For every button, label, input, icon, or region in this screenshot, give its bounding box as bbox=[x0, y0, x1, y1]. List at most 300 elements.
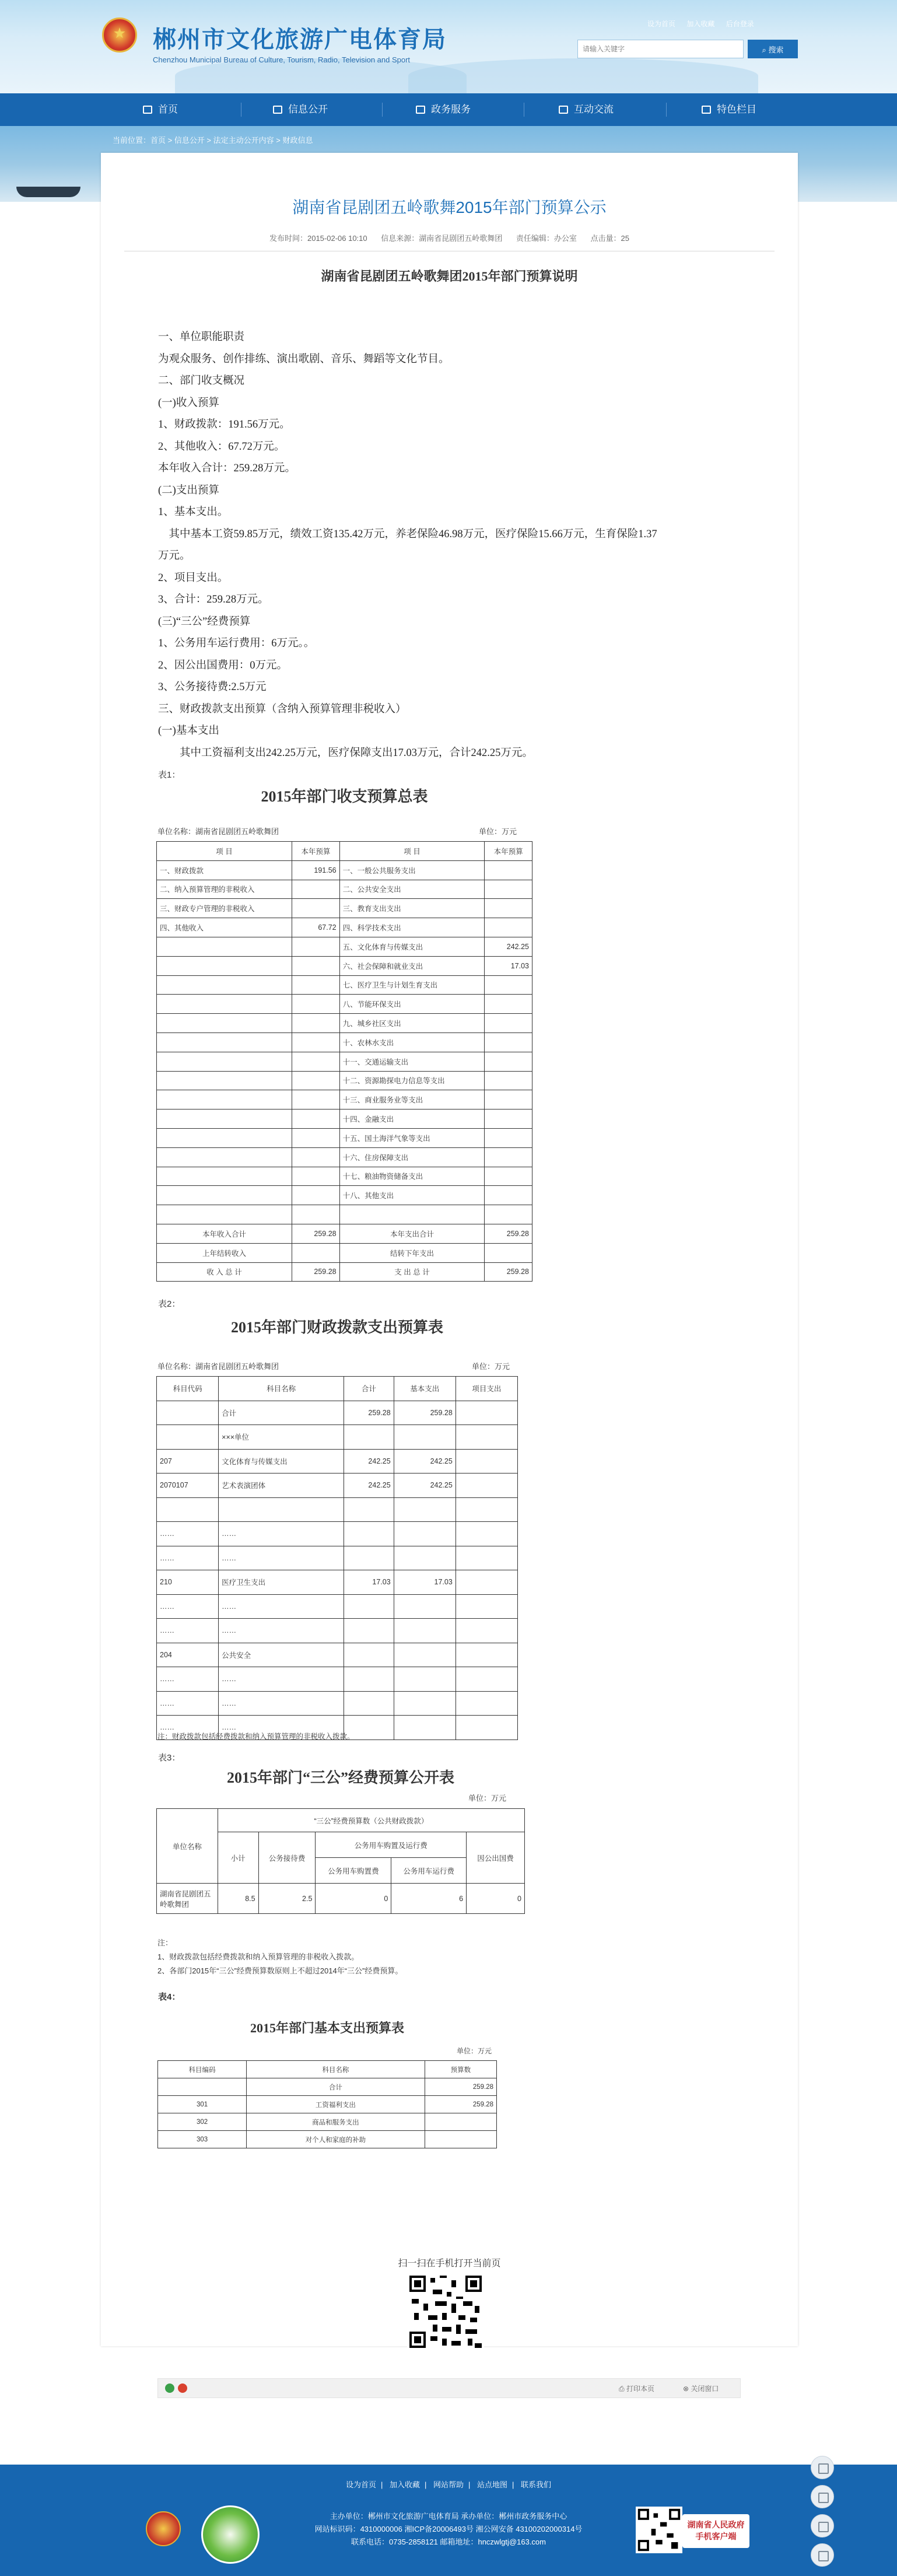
body-line: 其中基本工资59.85万元，绩效工资135.42万元，养老保险46.98万元，医疗保险15.66万元，生育保险1.37 bbox=[158, 528, 657, 540]
body-line: (一)收入预算 bbox=[158, 397, 219, 409]
admin-login-link[interactable]: 后台登录 bbox=[726, 20, 754, 28]
breadcrumb[interactable]: 当前位置：首页 > 信息公开 > 法定主动公开内容 > 财政信息 bbox=[113, 136, 313, 145]
t2-cell bbox=[394, 1425, 455, 1450]
site-title[interactable]: 郴州市文化旅游广电体育局 bbox=[153, 27, 447, 52]
t1-cell bbox=[485, 860, 532, 880]
t1-cell bbox=[157, 1128, 292, 1147]
nav-label: 政务服务 bbox=[431, 104, 471, 115]
t2-cell bbox=[455, 1401, 517, 1425]
t1-cell bbox=[485, 975, 532, 995]
nav-label: 信息公开 bbox=[288, 104, 328, 115]
t1-cell: 五、文化体育与传媒支出 bbox=[339, 937, 485, 956]
t1-row bbox=[157, 937, 532, 956]
t2-cell: 242.25 bbox=[344, 1449, 394, 1474]
t1-row bbox=[157, 1110, 532, 1129]
t1-cell bbox=[292, 995, 340, 1014]
t2-cell: …… bbox=[157, 1522, 219, 1546]
t4-cell: 302 bbox=[158, 2113, 247, 2131]
t1-cell: 四、其他收入 bbox=[157, 918, 292, 937]
t2-cell: …… bbox=[219, 1594, 344, 1619]
body-line: 二、部门收支概况 bbox=[158, 375, 245, 387]
body-line: 1、公务用车运行费用：6万元。。 bbox=[158, 638, 315, 649]
t1-cell bbox=[157, 1090, 292, 1110]
t4-cell: 259.28 bbox=[425, 2078, 496, 2096]
t1-cell: 结转下年支出 bbox=[339, 1243, 485, 1262]
t4-header-cell: 科目编码 bbox=[158, 2061, 247, 2078]
gov-badge-bottom: 手机客户端 bbox=[695, 2532, 737, 2541]
t2-cell bbox=[455, 1667, 517, 1692]
t4-cell: 303 bbox=[158, 2131, 247, 2148]
basic-expenditure-table bbox=[157, 2060, 497, 2148]
t2-row bbox=[157, 1425, 518, 1450]
nav-item-info-public[interactable] bbox=[242, 93, 359, 126]
body-line: 一、单位职能职责 bbox=[158, 331, 245, 343]
footer-sponsor: 主办单位：郴州市文化旅游广电体育局 承办单位：郴州市政务服务中心 bbox=[330, 2512, 567, 2521]
t1-cell bbox=[292, 1128, 340, 1147]
t2-cell bbox=[455, 1474, 517, 1498]
body-line: 为观众服务、创作排练、演出歌剧、音乐、舞蹈等文化节目。 bbox=[158, 353, 450, 365]
close-icon: ⊗ bbox=[683, 2385, 691, 2393]
top-links bbox=[647, 19, 763, 29]
footer-links: 设为首页 | 加入收藏 | 网站帮助 | 站点地图 | 联系我们 bbox=[345, 2480, 552, 2489]
t1-cell bbox=[292, 1032, 340, 1052]
search-input[interactable] bbox=[577, 40, 744, 58]
body-line: (三)“三公”经费预算 bbox=[158, 615, 251, 628]
t2-cell bbox=[344, 1594, 394, 1619]
t2-cell bbox=[344, 1522, 394, 1546]
document-title: 湖南省昆剧团五岭歌舞团2015年部门预算说明 bbox=[321, 269, 578, 284]
t3-header-subtotal: 小计 bbox=[218, 1832, 258, 1884]
t1-cell: 二、纳入预算管理的非税收入 bbox=[157, 880, 292, 899]
add-favorite-link[interactable]: 加入收藏 bbox=[686, 20, 715, 28]
t1-cell: 一、一般公共服务支出 bbox=[339, 860, 485, 880]
t2-cell bbox=[455, 1449, 517, 1474]
note-line: 2、各部门2015年“三公”经费预算数原则上不超过2014年“三公”经费预算。 bbox=[157, 1966, 403, 1975]
t2-cell bbox=[394, 1643, 455, 1667]
t1-cell bbox=[157, 1167, 292, 1186]
t2-cell bbox=[394, 1594, 455, 1619]
t3-cell: 0 bbox=[467, 1884, 525, 1914]
t2-cell: 204 bbox=[157, 1643, 219, 1667]
body-line: 2、其他收入：67.72万元。 bbox=[158, 440, 285, 453]
t1-row bbox=[157, 1147, 532, 1167]
share-bar bbox=[157, 2378, 741, 2398]
body-line: 1、基本支出。 bbox=[158, 506, 229, 518]
t1-row bbox=[157, 880, 532, 899]
t1-cell bbox=[339, 1205, 485, 1224]
t2-cell: 242.25 bbox=[394, 1449, 455, 1474]
t2-cell: 242.25 bbox=[394, 1474, 455, 1498]
t2-row bbox=[157, 1546, 518, 1570]
hunan-gov-app-badge[interactable] bbox=[682, 2514, 749, 2548]
body-line: 2、项目支出。 bbox=[158, 572, 229, 584]
t1-cell bbox=[157, 1186, 292, 1205]
t2-cell bbox=[157, 1401, 219, 1425]
t2-cell: 艺术表演团体 bbox=[219, 1474, 344, 1498]
t2-cell: …… bbox=[219, 1716, 344, 1740]
t2-row bbox=[157, 1691, 518, 1716]
body-line: 1、财政拨款：191.56万元。 bbox=[158, 419, 290, 430]
t3-header-purchase: 公务用车购置费 bbox=[316, 1858, 391, 1884]
t2-cell bbox=[394, 1546, 455, 1570]
t2-row bbox=[157, 1449, 518, 1474]
t2-cell bbox=[455, 1425, 517, 1450]
t2-cell: …… bbox=[219, 1667, 344, 1692]
t1-cell bbox=[292, 937, 340, 956]
t1-cell: 67.72 bbox=[292, 918, 340, 937]
t1-cell bbox=[485, 1090, 532, 1110]
t3-header-abroad: 因公出国费 bbox=[467, 1832, 525, 1884]
t2-cell bbox=[394, 1619, 455, 1643]
t2-row bbox=[157, 1497, 518, 1522]
wechat-share-icon[interactable] bbox=[165, 2384, 174, 2393]
t2-cell bbox=[455, 1643, 517, 1667]
t1-cell bbox=[485, 880, 532, 899]
body-line: (二)支出预算 bbox=[158, 484, 219, 496]
footer-qr-code bbox=[636, 2507, 682, 2553]
t2-cell: 259.28 bbox=[344, 1401, 394, 1425]
nav-label: 首页 bbox=[158, 104, 178, 115]
t1-cell: 十八、其他支出 bbox=[339, 1186, 485, 1205]
edit-icon bbox=[416, 106, 425, 114]
t2-header-cell: 科目代码 bbox=[157, 1377, 219, 1401]
table3-notes bbox=[157, 1936, 402, 1978]
t1-cell bbox=[157, 995, 292, 1014]
footer-link-help[interactable]: 网站帮助 bbox=[433, 2480, 464, 2489]
t1-row bbox=[157, 1128, 532, 1147]
t1-cell bbox=[157, 1032, 292, 1052]
t1-cell bbox=[292, 1052, 340, 1071]
t1-cell bbox=[292, 1186, 340, 1205]
t4-cell: 301 bbox=[158, 2096, 247, 2113]
t1-cell bbox=[157, 1205, 292, 1224]
footer-link-sitemap[interactable]: 站点地图 bbox=[477, 2480, 508, 2489]
t1-cell bbox=[485, 1186, 532, 1205]
share-float-icon[interactable] bbox=[811, 2485, 834, 2508]
t2-header-row bbox=[157, 1377, 518, 1401]
t1-cell: 九、城乡社区支出 bbox=[339, 1014, 485, 1033]
t1-cell bbox=[485, 1128, 532, 1147]
t1-cell: 本年收入合计 bbox=[157, 1224, 292, 1243]
t1-cell: 三、财政专户管理的非税收入 bbox=[157, 899, 292, 918]
t1-cell: 四、科学技术支出 bbox=[339, 918, 485, 937]
t2-cell: …… bbox=[157, 1716, 219, 1740]
t4-cell: 合计 bbox=[247, 2078, 425, 2096]
t1-header-cell: 本年预算 bbox=[292, 842, 340, 861]
t2-cell: 合计 bbox=[219, 1401, 344, 1425]
t2-cell: …… bbox=[157, 1619, 219, 1643]
t1-header-cell: 项 目 bbox=[339, 842, 485, 861]
table2-title: 2015年部门财政拨款支出预算表 bbox=[230, 1319, 443, 1336]
t2-cell bbox=[344, 1497, 394, 1522]
t1-cell bbox=[157, 1110, 292, 1129]
t4-header-row bbox=[158, 2061, 497, 2078]
t1-row bbox=[157, 1052, 532, 1071]
t2-cell: …… bbox=[157, 1546, 219, 1570]
t3-cell: 2.5 bbox=[258, 1884, 316, 1914]
boat-decoration bbox=[16, 187, 80, 197]
t3-row-unit-name: 湖南省昆剧团五岭歌舞团 bbox=[157, 1884, 218, 1914]
t1-row bbox=[157, 1032, 532, 1052]
t4-cell: 对个人和家庭的补助 bbox=[247, 2131, 425, 2148]
qr-code bbox=[407, 2273, 484, 2350]
nav-label: 特色栏目 bbox=[717, 104, 756, 115]
main-nav bbox=[0, 93, 897, 126]
t1-cell: 八、节能环保支出 bbox=[339, 995, 485, 1014]
t1-cell bbox=[157, 937, 292, 956]
wechat-float-icon[interactable] bbox=[811, 2456, 834, 2479]
t1-cell bbox=[485, 1032, 532, 1052]
t1-cell bbox=[157, 956, 292, 975]
t2-cell bbox=[394, 1522, 455, 1546]
t1-cell bbox=[485, 899, 532, 918]
t2-cell bbox=[455, 1619, 517, 1643]
t2-cell bbox=[455, 1546, 517, 1570]
t2-row bbox=[157, 1474, 518, 1498]
t1-cell bbox=[292, 899, 340, 918]
t1-cell bbox=[157, 1147, 292, 1167]
body-line: 本年收入合计：259.28万元。 bbox=[158, 463, 296, 474]
t2-row bbox=[157, 1594, 518, 1619]
table2-unit-name: 单位名称：湖南省昆剧团五岭歌舞团 bbox=[157, 1362, 279, 1371]
t1-cell bbox=[485, 918, 532, 937]
site-subtitle: Chenzhou Municipal Bureau of Culture, Tourism, Radio, Television and Sport bbox=[153, 55, 411, 64]
nav-item-gov-service[interactable] bbox=[385, 93, 502, 126]
t1-cell bbox=[485, 1110, 532, 1129]
t1-row bbox=[157, 918, 532, 937]
search-icon: ⌕ bbox=[762, 45, 769, 54]
document-icon bbox=[273, 106, 282, 114]
t1-cell bbox=[485, 1071, 532, 1090]
t2-cell: …… bbox=[219, 1619, 344, 1643]
t1-cell: 十五、国土海洋气象等支出 bbox=[339, 1128, 485, 1147]
t2-cell bbox=[455, 1716, 517, 1740]
t2-header-cell: 合计 bbox=[344, 1377, 394, 1401]
nav-item-interaction[interactable] bbox=[528, 93, 644, 126]
t1-cell: 三、教育支出支出 bbox=[339, 899, 485, 918]
t3-header-operation: 公务用车运行费 bbox=[391, 1858, 467, 1884]
table4-caption: 表4： bbox=[158, 1992, 181, 2002]
print-icon: ⎙ bbox=[619, 2385, 626, 2393]
t1-row bbox=[157, 995, 532, 1014]
t1-cell bbox=[485, 1167, 532, 1186]
t1-cell bbox=[292, 1243, 340, 1262]
t2-cell: …… bbox=[157, 1691, 219, 1716]
t4-header-cell: 预算数 bbox=[425, 2061, 496, 2078]
national-emblem-logo[interactable] bbox=[102, 18, 137, 52]
footer-link-fav[interactable]: 加入收藏 bbox=[389, 2480, 420, 2489]
t1-row bbox=[157, 1167, 532, 1186]
meta-editor: 责任编辑：办公室 bbox=[516, 234, 577, 243]
t1-row bbox=[157, 1262, 532, 1282]
t2-cell bbox=[344, 1691, 394, 1716]
table3-caption: 表3： bbox=[158, 1753, 181, 1763]
t2-cell bbox=[394, 1667, 455, 1692]
t3-header-group: “三公”经费预算数（公共财政拨款） bbox=[218, 1809, 524, 1832]
table1-title: 2015年部门收支预算总表 bbox=[261, 788, 428, 805]
t2-row bbox=[157, 1619, 518, 1643]
t1-cell: 十七、粮油物资储备支出 bbox=[339, 1167, 485, 1186]
note-line: 注： bbox=[157, 1938, 173, 1947]
t3-header-reception: 公务接待费 bbox=[258, 1832, 316, 1884]
home-icon bbox=[143, 106, 152, 114]
footer-link-home[interactable]: 设为首页 bbox=[345, 2480, 376, 2489]
t3-header-vehicle: 公务用车购置及运行费 bbox=[316, 1832, 467, 1858]
side-toolbar bbox=[811, 2456, 834, 2572]
t2-cell: …… bbox=[219, 1522, 344, 1546]
t1-row bbox=[157, 1243, 532, 1262]
t1-cell bbox=[485, 1014, 532, 1033]
t2-cell bbox=[344, 1643, 394, 1667]
t4-row bbox=[158, 2078, 497, 2096]
t2-cell bbox=[344, 1546, 394, 1570]
t1-row bbox=[157, 956, 532, 975]
t2-cell: …… bbox=[219, 1546, 344, 1570]
table4-title: 2015年部门基本支出预算表 bbox=[250, 2021, 404, 2035]
t2-cell: …… bbox=[219, 1691, 344, 1716]
meta-time: 发布时间：2015-02-06 10:10 bbox=[269, 234, 367, 243]
header-decoration bbox=[408, 58, 758, 93]
t2-cell: 210 bbox=[157, 1570, 219, 1595]
t2-cell bbox=[455, 1497, 517, 1522]
print-button[interactable] bbox=[619, 2384, 654, 2393]
t1-cell bbox=[485, 1243, 532, 1262]
t2-cell: ×××单位 bbox=[219, 1425, 344, 1450]
chat-icon bbox=[559, 106, 568, 114]
t2-row bbox=[157, 1570, 518, 1595]
t1-cell: 十六、住房保障支出 bbox=[339, 1147, 485, 1167]
body-line: 万元。 bbox=[158, 550, 191, 562]
table1-unit: 单位：万元 bbox=[479, 827, 517, 836]
close-label: 关闭窗口 bbox=[691, 2385, 719, 2393]
nav-divider bbox=[666, 103, 667, 117]
t3-cell: 6 bbox=[391, 1884, 467, 1914]
search-button[interactable] bbox=[748, 40, 798, 58]
article-title: 湖南省昆剧团五岭歌舞2015年部门预算公示 bbox=[292, 198, 607, 216]
t1-cell bbox=[292, 1090, 340, 1110]
t1-cell bbox=[292, 1071, 340, 1090]
qr-label: 扫一扫在手机打开当前页 bbox=[398, 2259, 501, 2269]
t4-cell bbox=[425, 2113, 496, 2131]
body-line: 三、财政拨款支出预算（含纳入预算管理非税收入） bbox=[158, 703, 407, 715]
t1-cell bbox=[292, 1014, 340, 1033]
t4-cell bbox=[425, 2131, 496, 2148]
print-label: 打印本页 bbox=[626, 2385, 654, 2393]
t1-row bbox=[157, 1090, 532, 1110]
t1-cell: 七、医疗卫生与计划生育支出 bbox=[339, 975, 485, 995]
t1-cell bbox=[157, 1014, 292, 1033]
t1-cell bbox=[157, 1052, 292, 1071]
footer-info bbox=[0, 2510, 897, 2549]
table1-caption: 表1： bbox=[158, 770, 181, 780]
back-to-top-icon[interactable] bbox=[811, 2543, 834, 2567]
t3-cell: 8.5 bbox=[218, 1884, 258, 1914]
t2-cell bbox=[394, 1691, 455, 1716]
article-body bbox=[158, 327, 753, 764]
t1-cell bbox=[292, 956, 340, 975]
t2-cell bbox=[455, 1522, 517, 1546]
edit-float-icon[interactable] bbox=[811, 2514, 834, 2538]
note-line: 1、财政拨款包括经费拨款和纳入预算管理的非税收入拨款。 bbox=[157, 1952, 359, 1961]
t1-cell: 支 出 总 计 bbox=[339, 1262, 485, 1282]
t1-cell: 十三、商业服务业等支出 bbox=[339, 1090, 485, 1110]
t1-cell: 六、社会保障和就业支出 bbox=[339, 956, 485, 975]
t2-row bbox=[157, 1667, 518, 1692]
set-homepage-link[interactable]: 设为首页 bbox=[647, 20, 676, 28]
t1-row bbox=[157, 1071, 532, 1090]
t1-cell: 259.28 bbox=[485, 1224, 532, 1243]
site-footer bbox=[0, 2465, 897, 2576]
t4-cell: 商品和服务支出 bbox=[247, 2113, 425, 2131]
t2-cell: 17.03 bbox=[394, 1570, 455, 1595]
t4-row bbox=[158, 2131, 497, 2148]
t1-cell: 242.25 bbox=[485, 937, 532, 956]
table2-note: 注：财政拨款包括经费拨款和纳入预算管理的非税收入拨款。 bbox=[157, 1732, 355, 1741]
t1-cell: 十四、金融支出 bbox=[339, 1110, 485, 1129]
search-button-label: 搜索 bbox=[768, 45, 784, 54]
t2-cell bbox=[344, 1667, 394, 1692]
t1-cell bbox=[292, 1167, 340, 1186]
t1-header-row bbox=[157, 842, 532, 861]
nav-divider bbox=[382, 103, 383, 117]
t1-row bbox=[157, 860, 532, 880]
t1-row bbox=[157, 1205, 532, 1224]
table2-unit: 单位：万元 bbox=[472, 1362, 510, 1371]
t2-row bbox=[157, 1401, 518, 1425]
t1-cell: 一、财政拨款 bbox=[157, 860, 292, 880]
budget-summary-table bbox=[156, 841, 532, 1282]
t2-cell: 文化体育与传媒支出 bbox=[219, 1449, 344, 1474]
article-container bbox=[101, 153, 798, 2393]
t2-row bbox=[157, 1643, 518, 1667]
t1-cell bbox=[157, 1071, 292, 1090]
t1-cell bbox=[292, 880, 340, 899]
nav-item-home[interactable] bbox=[102, 93, 219, 126]
meta-source: 信息来源：湖南省昆剧团五岭歌舞团 bbox=[381, 234, 503, 243]
t2-cell bbox=[394, 1716, 455, 1740]
t2-cell bbox=[394, 1497, 455, 1522]
t2-cell bbox=[344, 1425, 394, 1450]
t1-cell bbox=[485, 1205, 532, 1224]
close-window-button[interactable] bbox=[683, 2384, 719, 2393]
weibo-share-icon[interactable] bbox=[178, 2384, 187, 2393]
t2-cell bbox=[455, 1691, 517, 1716]
grid-icon bbox=[702, 106, 711, 114]
t2-cell: 公共安全 bbox=[219, 1643, 344, 1667]
t3-cell: 0 bbox=[316, 1884, 391, 1914]
t1-row bbox=[157, 975, 532, 995]
t4-cell: 工资福利支出 bbox=[247, 2096, 425, 2113]
body-line: 其中工资福利支出242.25万元，医疗保障支出17.03万元，合计242.25万元。 bbox=[158, 747, 533, 759]
fiscal-expenditure-table bbox=[156, 1376, 518, 1740]
t2-row bbox=[157, 1522, 518, 1546]
footer-link-contact[interactable]: 联系我们 bbox=[521, 2480, 552, 2489]
body-line: 2、因公出国费用：0万元。 bbox=[158, 659, 288, 671]
t2-cell: …… bbox=[157, 1667, 219, 1692]
t4-header-cell: 科目名称 bbox=[247, 2061, 425, 2078]
table3-title: 2015年部门“三公”经费预算公开表 bbox=[226, 1769, 454, 1786]
t1-cell bbox=[292, 1205, 340, 1224]
meta-views: 点击量：25 bbox=[590, 234, 630, 243]
t1-cell bbox=[292, 975, 340, 995]
table1-unit-name: 单位名称：湖南省昆剧团五岭歌舞团 bbox=[157, 827, 279, 836]
nav-item-featured[interactable] bbox=[671, 93, 787, 126]
t2-cell: 242.25 bbox=[344, 1474, 394, 1498]
t1-row bbox=[157, 1014, 532, 1033]
t1-cell: 17.03 bbox=[485, 956, 532, 975]
t2-cell bbox=[344, 1619, 394, 1643]
t2-cell: 259.28 bbox=[394, 1401, 455, 1425]
